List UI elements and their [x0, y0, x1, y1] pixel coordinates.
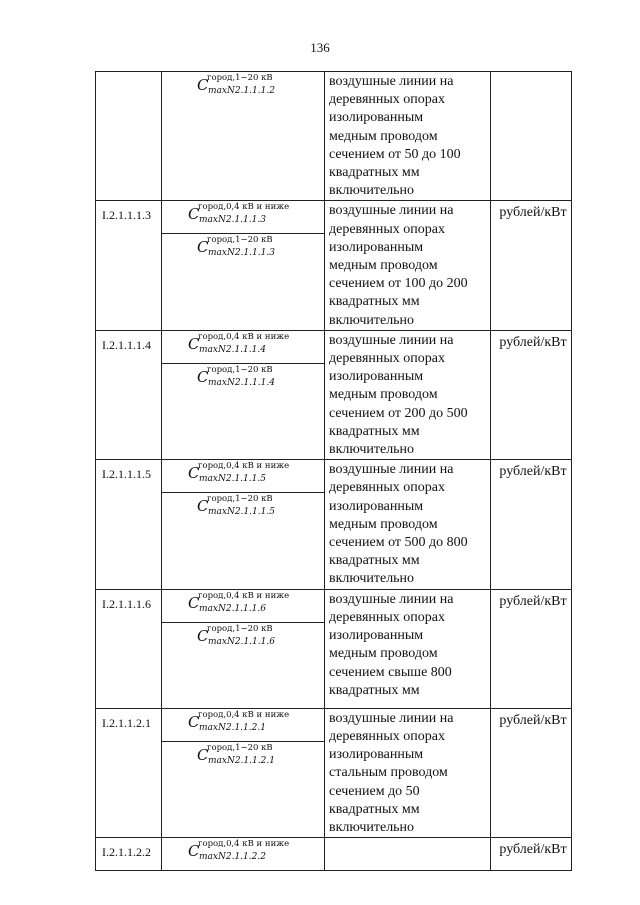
description-line: деревянных опорах [329, 728, 446, 744]
description-line: изолированным [329, 498, 424, 514]
description-line: изолированным [329, 628, 424, 644]
formula-subscript: maxN2.1.1.1.3 [199, 215, 266, 226]
formula-subscript: maxN2.1.1.1.5 [199, 474, 266, 485]
description-line: включительно [329, 819, 415, 835]
row-description [325, 330, 491, 459]
formula-symbol: C [188, 464, 200, 483]
description-line: воздушные линии на [329, 710, 454, 726]
formula-subscript: maxN2.1.1.2.2 [199, 852, 266, 863]
description-line: сечением от 500 до 800 [329, 535, 468, 551]
table-row [96, 201, 572, 330]
row-code: I.2.1.1.1.3 [96, 201, 162, 330]
description-line: воздушные линии на [329, 462, 454, 478]
formula-subscript: maxN2.1.1.2.1 [208, 755, 275, 766]
description-line: медным проводом [329, 128, 438, 144]
page-number: 136 [310, 40, 330, 55]
description-line: квадратных мм [329, 682, 420, 698]
row-unit [491, 72, 572, 201]
formula-superscript: город,1−20 кВ [207, 623, 273, 634]
formula-superscript: город,0,4 кВ и ниже [198, 331, 290, 342]
description-line: квадратных мм [329, 423, 420, 439]
description-line: стальным проводом [329, 765, 448, 781]
formula-cell [162, 838, 325, 871]
formula-symbol: C [188, 205, 200, 224]
formula-cell [162, 72, 325, 201]
formula-symbol: C [188, 712, 200, 731]
description-line: воздушные линии на [329, 203, 454, 219]
row-description [325, 838, 491, 871]
formula-symbol: C [188, 842, 200, 861]
row-description [325, 460, 491, 589]
description-line: сечением до 50 [329, 783, 420, 799]
row-code: I.2.1.1.1.6 [96, 589, 162, 708]
description-line: включительно [329, 442, 415, 458]
formula [162, 363, 324, 396]
formula-superscript: город,0,4 кВ и ниже [198, 839, 290, 850]
row-description [325, 708, 491, 837]
formula-cell [162, 589, 325, 708]
row-code: I.2.1.1.1.4 [96, 330, 162, 459]
formula-superscript: город,1−20 кВ [207, 742, 273, 753]
description-line: включительно [329, 312, 415, 328]
formula [162, 331, 324, 363]
formula-cell [162, 460, 325, 589]
row-description [325, 72, 491, 201]
description-line: медным проводом [329, 387, 438, 403]
formula-cell [162, 708, 325, 837]
description-line: квадратных мм [329, 294, 420, 310]
description-line: квадратных мм [329, 553, 420, 569]
formula-superscript: город,1−20 кВ [207, 494, 273, 505]
formula-symbol: C [197, 367, 209, 386]
tariff-table [95, 71, 572, 871]
row-unit: рублей/кВт [491, 460, 572, 589]
formula-subscript: maxN2.1.1.1.3 [208, 248, 275, 259]
formula-symbol: C [197, 745, 209, 764]
description-line: сечением от 100 до 200 [329, 276, 468, 292]
table-body [96, 72, 572, 871]
formula [162, 590, 324, 622]
formula-symbol: C [197, 238, 209, 257]
description-line: сечением от 50 до 100 [329, 146, 461, 162]
formula-subscript: maxN2.1.1.2.1 [199, 722, 266, 733]
table-row [96, 330, 572, 459]
formula-superscript: город,0,4 кВ и ниже [198, 590, 290, 601]
row-description [325, 589, 491, 708]
formula-subscript: maxN2.1.1.1.5 [208, 507, 275, 518]
row-code: I.2.1.1.2.1 [96, 708, 162, 837]
description-line: воздушные линии на [329, 591, 454, 607]
formula-superscript: город,1−20 кВ [207, 364, 273, 375]
formula-subscript: maxN2.1.1.1.4 [208, 377, 275, 388]
table-row [96, 72, 572, 201]
formula-symbol: C [197, 76, 209, 94]
formula [162, 460, 324, 492]
formula-symbol: C [188, 593, 200, 612]
formula-superscript: город,0,4 кВ и ниже [198, 461, 290, 472]
row-unit: рублей/кВт [491, 201, 572, 330]
table-row [96, 460, 572, 589]
formula [162, 709, 324, 741]
row-code [96, 72, 162, 201]
description-line: медным проводом [329, 258, 438, 274]
description-line: включительно [329, 571, 415, 587]
formula-symbol: C [197, 497, 209, 516]
description-line: изолированным [329, 369, 424, 385]
description-line: медным проводом [329, 646, 438, 662]
formula-cell [162, 201, 325, 330]
description-line: квадратных мм [329, 165, 420, 181]
table-row [96, 589, 572, 708]
formula-subscript: maxN2.1.1.1.6 [208, 636, 275, 647]
formula [162, 492, 324, 525]
row-description [325, 201, 491, 330]
formula-superscript: город,0,4 кВ и ниже [198, 202, 290, 213]
description-line: воздушные линии на [329, 74, 454, 89]
description-line: изолированным [329, 239, 424, 255]
table-row [96, 838, 572, 871]
row-unit: рублей/кВт [491, 708, 572, 837]
formula-subscript: maxN2.1.1.1.2 [208, 86, 275, 96]
formula-superscript: город,0,4 кВ и ниже [198, 709, 290, 720]
description-line: деревянных опорах [329, 221, 446, 237]
description-line: сечением от 200 до 500 [329, 405, 468, 421]
description-line: включительно [329, 183, 415, 199]
description-line: медным проводом [329, 516, 438, 532]
description-line: деревянных опорах [329, 480, 446, 496]
formula [162, 741, 324, 774]
description-line: воздушные линии на [329, 332, 454, 348]
formula [162, 838, 324, 870]
row-unit: рублей/кВт [491, 330, 572, 459]
formula [162, 72, 324, 104]
description-line: деревянных опорах [329, 351, 446, 367]
row-code: I.2.1.1.2.2 [96, 838, 162, 871]
description-line: деревянных опорах [329, 92, 446, 108]
row-unit: рублей/кВт [491, 838, 572, 871]
formula-symbol: C [188, 334, 200, 353]
description-line: квадратных мм [329, 801, 420, 817]
description-line: изолированным [329, 747, 424, 763]
table-row [96, 708, 572, 837]
formula [162, 233, 324, 266]
formula-superscript: город,1−20 кВ [207, 73, 273, 83]
formula-subscript: maxN2.1.1.1.6 [199, 603, 266, 614]
formula [162, 201, 324, 233]
formula-cell [162, 330, 325, 459]
formula-subscript: maxN2.1.1.1.4 [199, 344, 266, 355]
formula-symbol: C [197, 626, 209, 645]
description-line: изолированным [329, 110, 424, 126]
description-line: сечением свыше 800 [329, 664, 452, 680]
formula-superscript: город,1−20 кВ [207, 235, 273, 246]
row-unit: рублей/кВт [491, 589, 572, 708]
row-code: I.2.1.1.1.5 [96, 460, 162, 589]
description-line: деревянных опорах [329, 609, 446, 625]
formula [162, 622, 324, 655]
